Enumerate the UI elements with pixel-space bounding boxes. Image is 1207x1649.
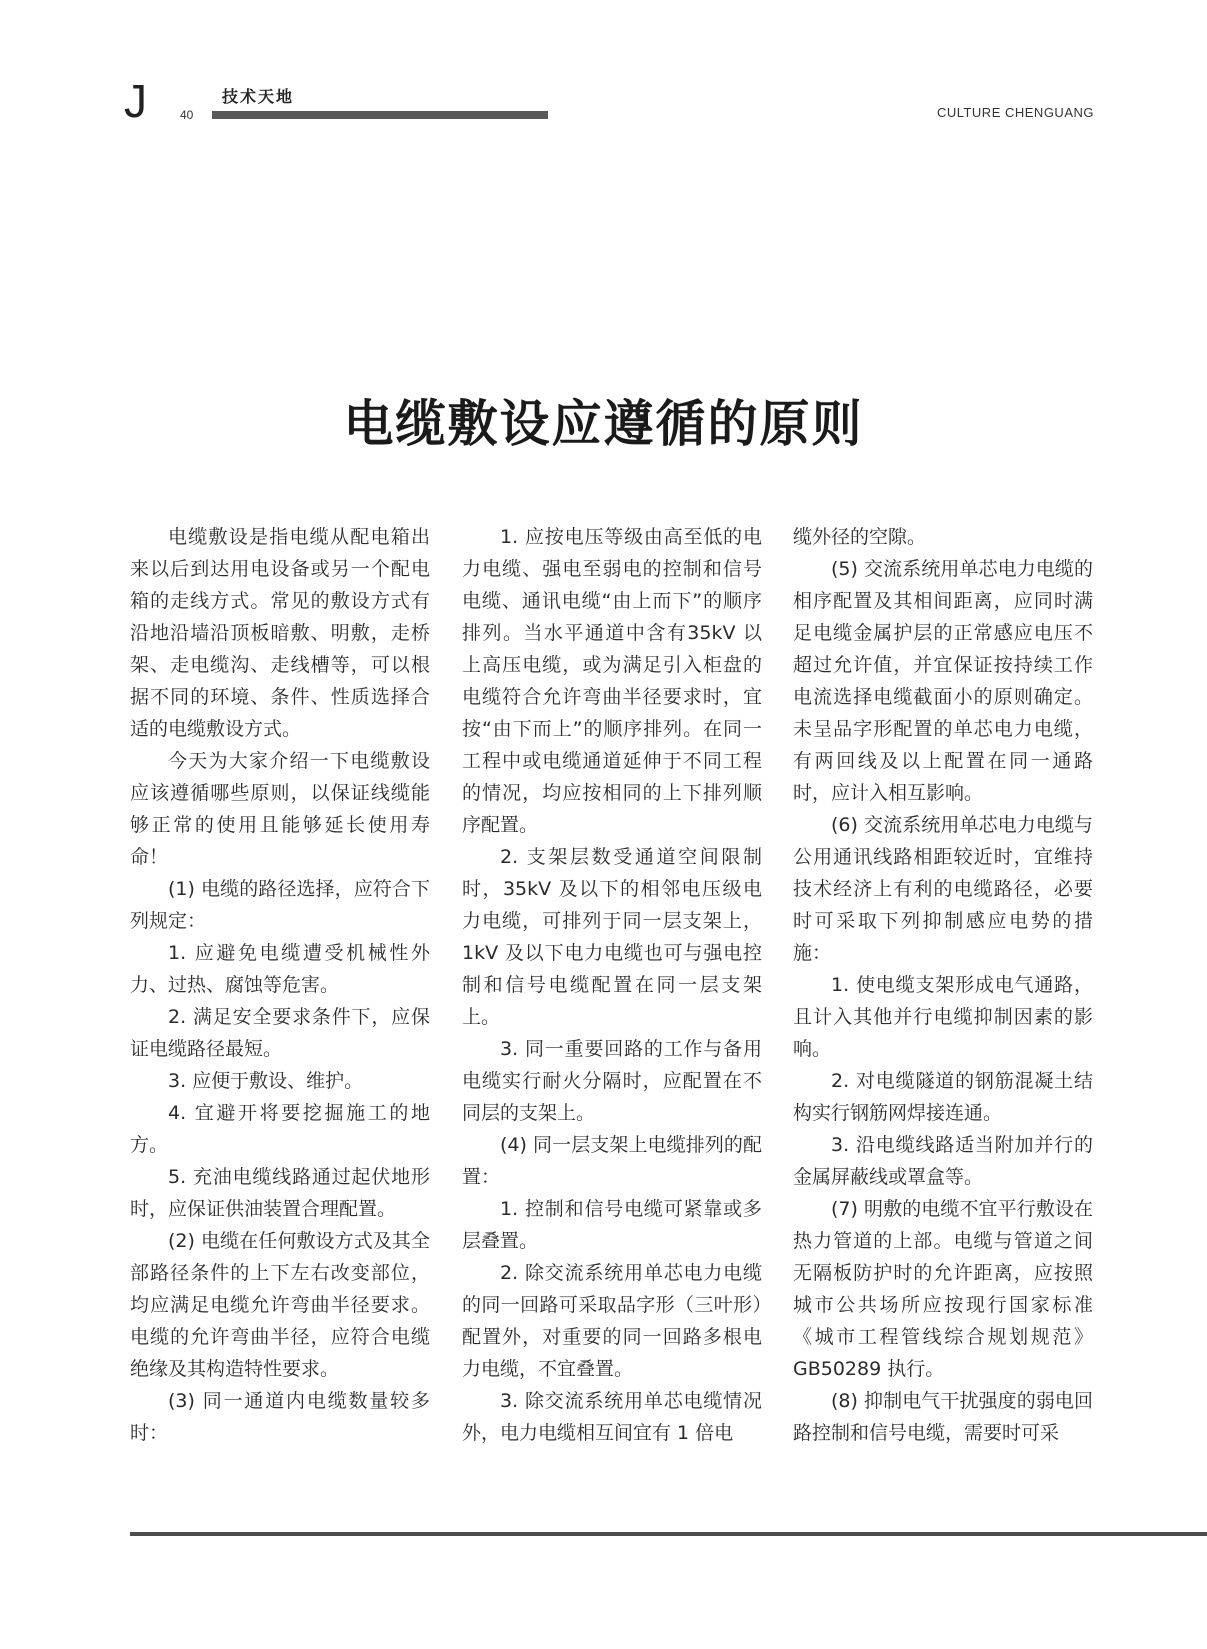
text-column-2 <box>462 521 762 1449</box>
paragraph: (2) 电缆在任何敷设方式及其全部路径条件的上下左右改变部位，均应满足电缆允许弯曲半径要求。电缆的允许弯曲半径，应符合电缆绝缘及其构造特性要求。 <box>130 1230 430 1380</box>
footer-rule <box>130 1532 1207 1536</box>
paragraph: 1. 应按电压等级由高至低的电力电缆、强电至弱电的控制和信号电缆、通讯电缆“由上而下”的顺序排列。当水平通道中含有35kV 以上高压电缆，或为满足引入柜盘的电缆符合允许弯曲半径要求时，宜按“由下而上”的顺序排列。在同一工程中或电缆通道延伸于不同工程的情况，均应按相同的上下排列顺序配置。 <box>462 526 762 836</box>
header-bar <box>212 111 548 119</box>
text-column-3 <box>793 521 1093 1449</box>
paragraph: 电缆敷设是指电缆从配电箱出来以后到达用电设备或另一个配电箱的走线方式。常见的敷设方式有沿地沿墙沿顶板暗敷、明敷，走桥架、走电缆沟、走线槽等，可以根据不同的环境、条件、性质选择合适的电缆敷设方式。 <box>130 526 430 740</box>
magazine-name: CULTURE CHENGUANG <box>936 105 1094 120</box>
paragraph: 2. 支架层数受通道空间限制时，35kV 及以下的相邻电压级电力电缆，可排列于同一层支架上，1kV 及以下电力电缆也可与强电控制和信号电缆配置在同一层支架上。 <box>462 846 762 1028</box>
paragraph: (5) 交流系统用单芯电力电缆的相序配置及其相间距离，应同时满足电缆金属护层的正常感应电压不超过允许值，并宜保证按持续工作电流选择电缆截面小的原则确定。未呈品字形配置的单芯电力电缆，有两回线及以上配置在同一通路时，应计入相互影响。 <box>793 558 1093 804</box>
paragraph: 1. 应避免电缆遭受机械性外力、过热、腐蚀等危害。 <box>130 942 430 996</box>
paragraph: 5. 充油电缆线路通过起伏地形时，应保证供油装置合理配置。 <box>130 1166 430 1220</box>
paragraph: 3. 应便于敷设、维护。 <box>168 1070 364 1092</box>
section-letter: J <box>124 75 147 127</box>
paragraph-continued: 缆外径的空隙。 <box>793 526 927 548</box>
paragraph: 4. 宜避开将要挖掘施工的地方。 <box>130 1102 430 1156</box>
paragraph: (8) 抑制电气干扰强度的弱电回路控制和信号电缆，需要时可采 <box>793 1390 1093 1444</box>
paragraph: 3. 同一重要回路的工作与备用电缆实行耐火分隔时，应配置在不同层的支架上。 <box>462 1038 762 1124</box>
section-name: 技术天地 <box>222 87 295 106</box>
paragraph: 1. 控制和信号电缆可紧靠或多层叠置。 <box>462 1198 762 1252</box>
paragraph: 2. 满足安全要求条件下，应保证电缆路径最短。 <box>130 1006 430 1060</box>
paragraph: (4) 同一层支架上电缆排列的配置： <box>462 1134 762 1188</box>
paragraph: 1. 使电缆支架形成电气通路，且计入其他并行电缆抑制因素的影响。 <box>793 974 1093 1060</box>
paragraph: 2. 对电缆隧道的钢筋混凝土结构实行钢筋网焊接连通。 <box>793 1070 1093 1124</box>
paragraph: (6) 交流系统用单芯电力电缆与公用通讯线路相距较近时，宜维持技术经济上有利的电缆路径，必要时可采取下列抑制感应电势的措施： <box>793 814 1093 964</box>
article-title: 电缆敷设应遵循的原则 <box>343 393 864 453</box>
paragraph: (3) 同一通道内电缆数量较多时： <box>130 1390 430 1444</box>
paragraph: (7) 明敷的电缆不宜平行敷设在热力管道的上部。电缆与管道之间无隔板防护时的允许距离，应按照城市公共场所应按现行国家标准《城市工程管线综合规划规范》GB50289 执行。 <box>793 1198 1093 1380</box>
paragraph: 2. 除交流系统用单芯电力电缆的同一回路可采取品字形（三叶形）配置外，对重要的同一回路多根电力电缆，不宜叠置。 <box>462 1262 762 1380</box>
paragraph: 今天为大家介绍一下电缆敷设应该遵循哪些原则，以保证线缆能够正常的使用且能够延长使用寿命！ <box>130 750 430 868</box>
paragraph: 3. 除交流系统用单芯电缆情况外，电力电缆相互间宜有 1 倍电 <box>462 1390 762 1444</box>
paragraph: 3. 沿电缆线路适当附加并行的金属屏蔽线或罩盒等。 <box>793 1134 1093 1188</box>
paragraph: (1) 电缆的路径选择，应符合下列规定： <box>130 878 430 932</box>
text-column-1 <box>130 521 430 1449</box>
page-number: 40 <box>180 108 194 122</box>
